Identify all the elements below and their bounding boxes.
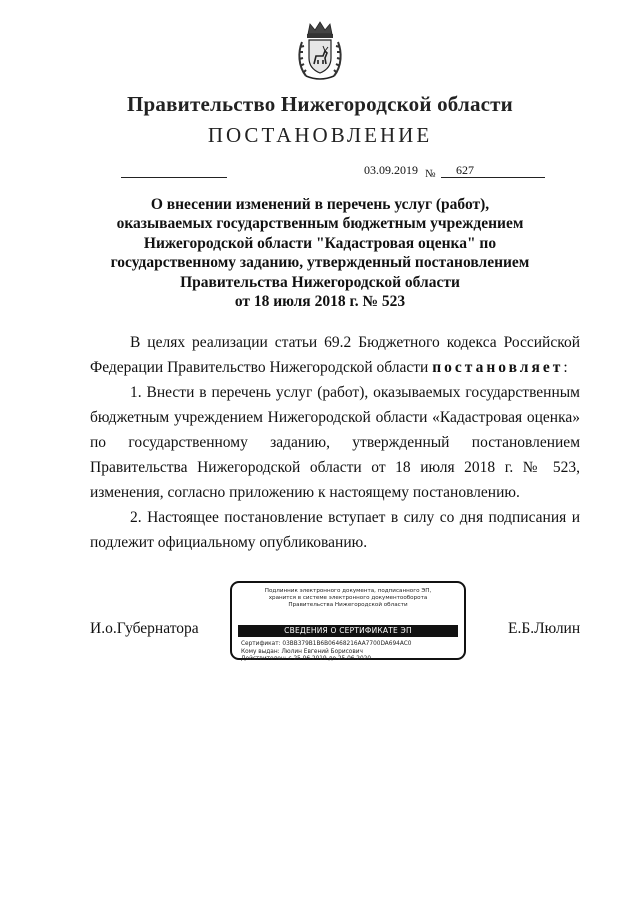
certificate-serial: Сертификат: 03BB379B1B6B06468216AA7700DA694AC0 [241,641,412,647]
preamble-text: В целях реализации статьи 69.2 Бюджетного кодекса Российской Федерации Правительство Нижегородской области [90,334,580,376]
number-sign: № [425,168,436,180]
signatory-position: И.о.Губернатора [90,620,199,637]
electronic-signature-stamp [230,581,466,660]
body-paragraph-1: 1. Внести в перечень услуг (работ), оказываемых государственным бюджетным учреждением Нижегородской области «Кадастровая оценка» по государственному заданию, утвержденный постановлением Правительства Нижегородской области от 18 июля 2018 г. № 523, изменения, согласно приложению к настоящему постановлению. [90,384,580,501]
document-date: 03.09.2019 [364,163,418,177]
nizhny-novgorod-coat-of-arms-icon [296,20,344,82]
body-paragraph-preamble [90,330,580,380]
government-name: Правительство Нижегородской области [127,92,513,116]
stamp-certificate-info [241,641,411,664]
signatory-name: Е.Б.Люлин [508,620,581,637]
number-underline [441,177,545,178]
stamp-header-line: Правительства Нижегородской области [288,602,408,608]
stamp-header-line: хранится в системе электронного документооборота [268,595,428,601]
title-line: оказываемых государственным бюджетным учреждением [116,215,524,233]
preamble-colon: : [563,359,568,376]
title-line: государственному заданию, утвержденный постановлением [110,254,530,272]
title-line: от 18 июля 2018 г. № 523 [234,293,406,311]
title-line: Правительства Нижегородской области [180,273,460,291]
stamp-header [238,588,458,609]
certificate-owner: Кому выдан: Люлин Евгений Борисович [241,648,363,655]
document-title [100,195,540,311]
body-paragraph-2: 2. Настоящее постановление вступает в силу со дня подписания и подлежит официальному опубликованию. [90,509,580,551]
blank-line-left [121,177,227,178]
document-type: ПОСТАНОВЛЕНИЕ [207,123,433,147]
stamp-header-line: Подлинник электронного документа, подписанного ЭП, [264,588,432,594]
document-number: 627 [456,163,474,177]
certificate-validity: Действителен: с 25.06.2019 до 25.06.2020 [241,656,372,662]
stamp-certificate-bar: СВЕДЕНИЯ О СЕРТИФИКАТЕ ЭП [238,625,458,637]
title-line: О внесении изменений в перечень услуг (работ), [150,196,490,213]
document-body [90,330,580,555]
title-line: Нижегородской области "Кадастровая оценка" по [143,234,497,252]
resolves-word: постановляет [432,359,564,376]
